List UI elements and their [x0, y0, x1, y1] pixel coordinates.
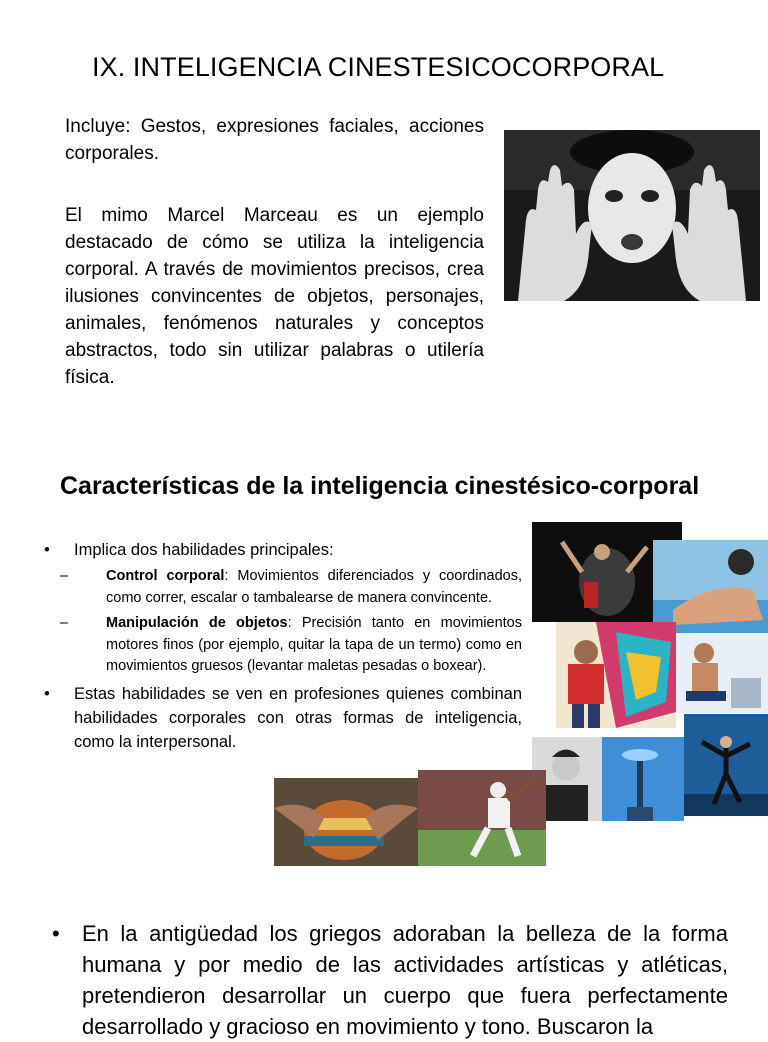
mime-photo: [504, 130, 760, 301]
slide-title: IX. INTELIGENCIA CINESTESICOCORPORAL: [92, 52, 665, 82]
swimmer-photo: [653, 540, 768, 633]
sub-bullet-label: Control corporal: [106, 568, 225, 584]
sub-bullet-label: Manipulación de objetos: [106, 615, 288, 631]
athlete-photo: [676, 633, 768, 713]
tesla-photo: [532, 737, 684, 821]
section-title: Características de la inteligencia cinestésico-corporal: [60, 472, 700, 500]
ballet-dancer-photo: [684, 714, 768, 816]
bullet-text: Implica dos habilidades principales:: [74, 541, 334, 559]
characteristics-list: [44, 538, 522, 754]
sub-bullet-object-manipulation: [60, 613, 522, 678]
sub-bullet-text: : Precisión tanto en movimientos motores finos (por ejemplo, quitar la tapa de un termo) como en movimientos gruesos (levantar maletas pesadas o boxear).: [106, 615, 522, 674]
marceau-paragraph: El mimo Marcel Marceau es un ejemplo destacado de cómo se utiliza la inteligencia corporal. A través de movimientos precisos, crea ilusiones convincentes de objetos, personajes, animales, fenómenos naturales y conceptos abstractos, todo sin utilizar palabras o utilería física.: [65, 205, 484, 388]
textile-artist-photo: [556, 622, 676, 728]
bullet-text: En la antigüedad los griegos adoraban la belleza de la forma humana y por medio de las actividades artísticas y atléticas, pretendieron desarrollar un cuerpo que fuera perfectamente desarrollado y gracioso en movimiento y tono. Buscaron la: [82, 921, 728, 1039]
greeks-paragraph: [52, 918, 728, 1042]
sub-bullet-text: : Movimientos diferenciados y coordinados, como correr, escalar o tambalearse de manera convincente.: [106, 568, 522, 606]
bullet-professions: [44, 682, 522, 754]
bullet-greeks: [52, 918, 728, 1042]
artisan-hands-photo: [274, 778, 418, 866]
dash-marker: –: [60, 568, 69, 584]
sub-bullet-body-control: [60, 566, 522, 609]
intro-paragraph: Incluye: Gestos, expresiones faciales, acciones corporales.: [65, 116, 484, 164]
bullet-text: Estas habilidades se ven en profesiones quienes combinan habilidades corporales con otras formas de inteligencia, como la interpersonal.: [74, 684, 522, 751]
bullet-two-skills: [44, 538, 522, 562]
baseball-photo: [418, 770, 546, 866]
dash-marker: –: [60, 615, 69, 631]
